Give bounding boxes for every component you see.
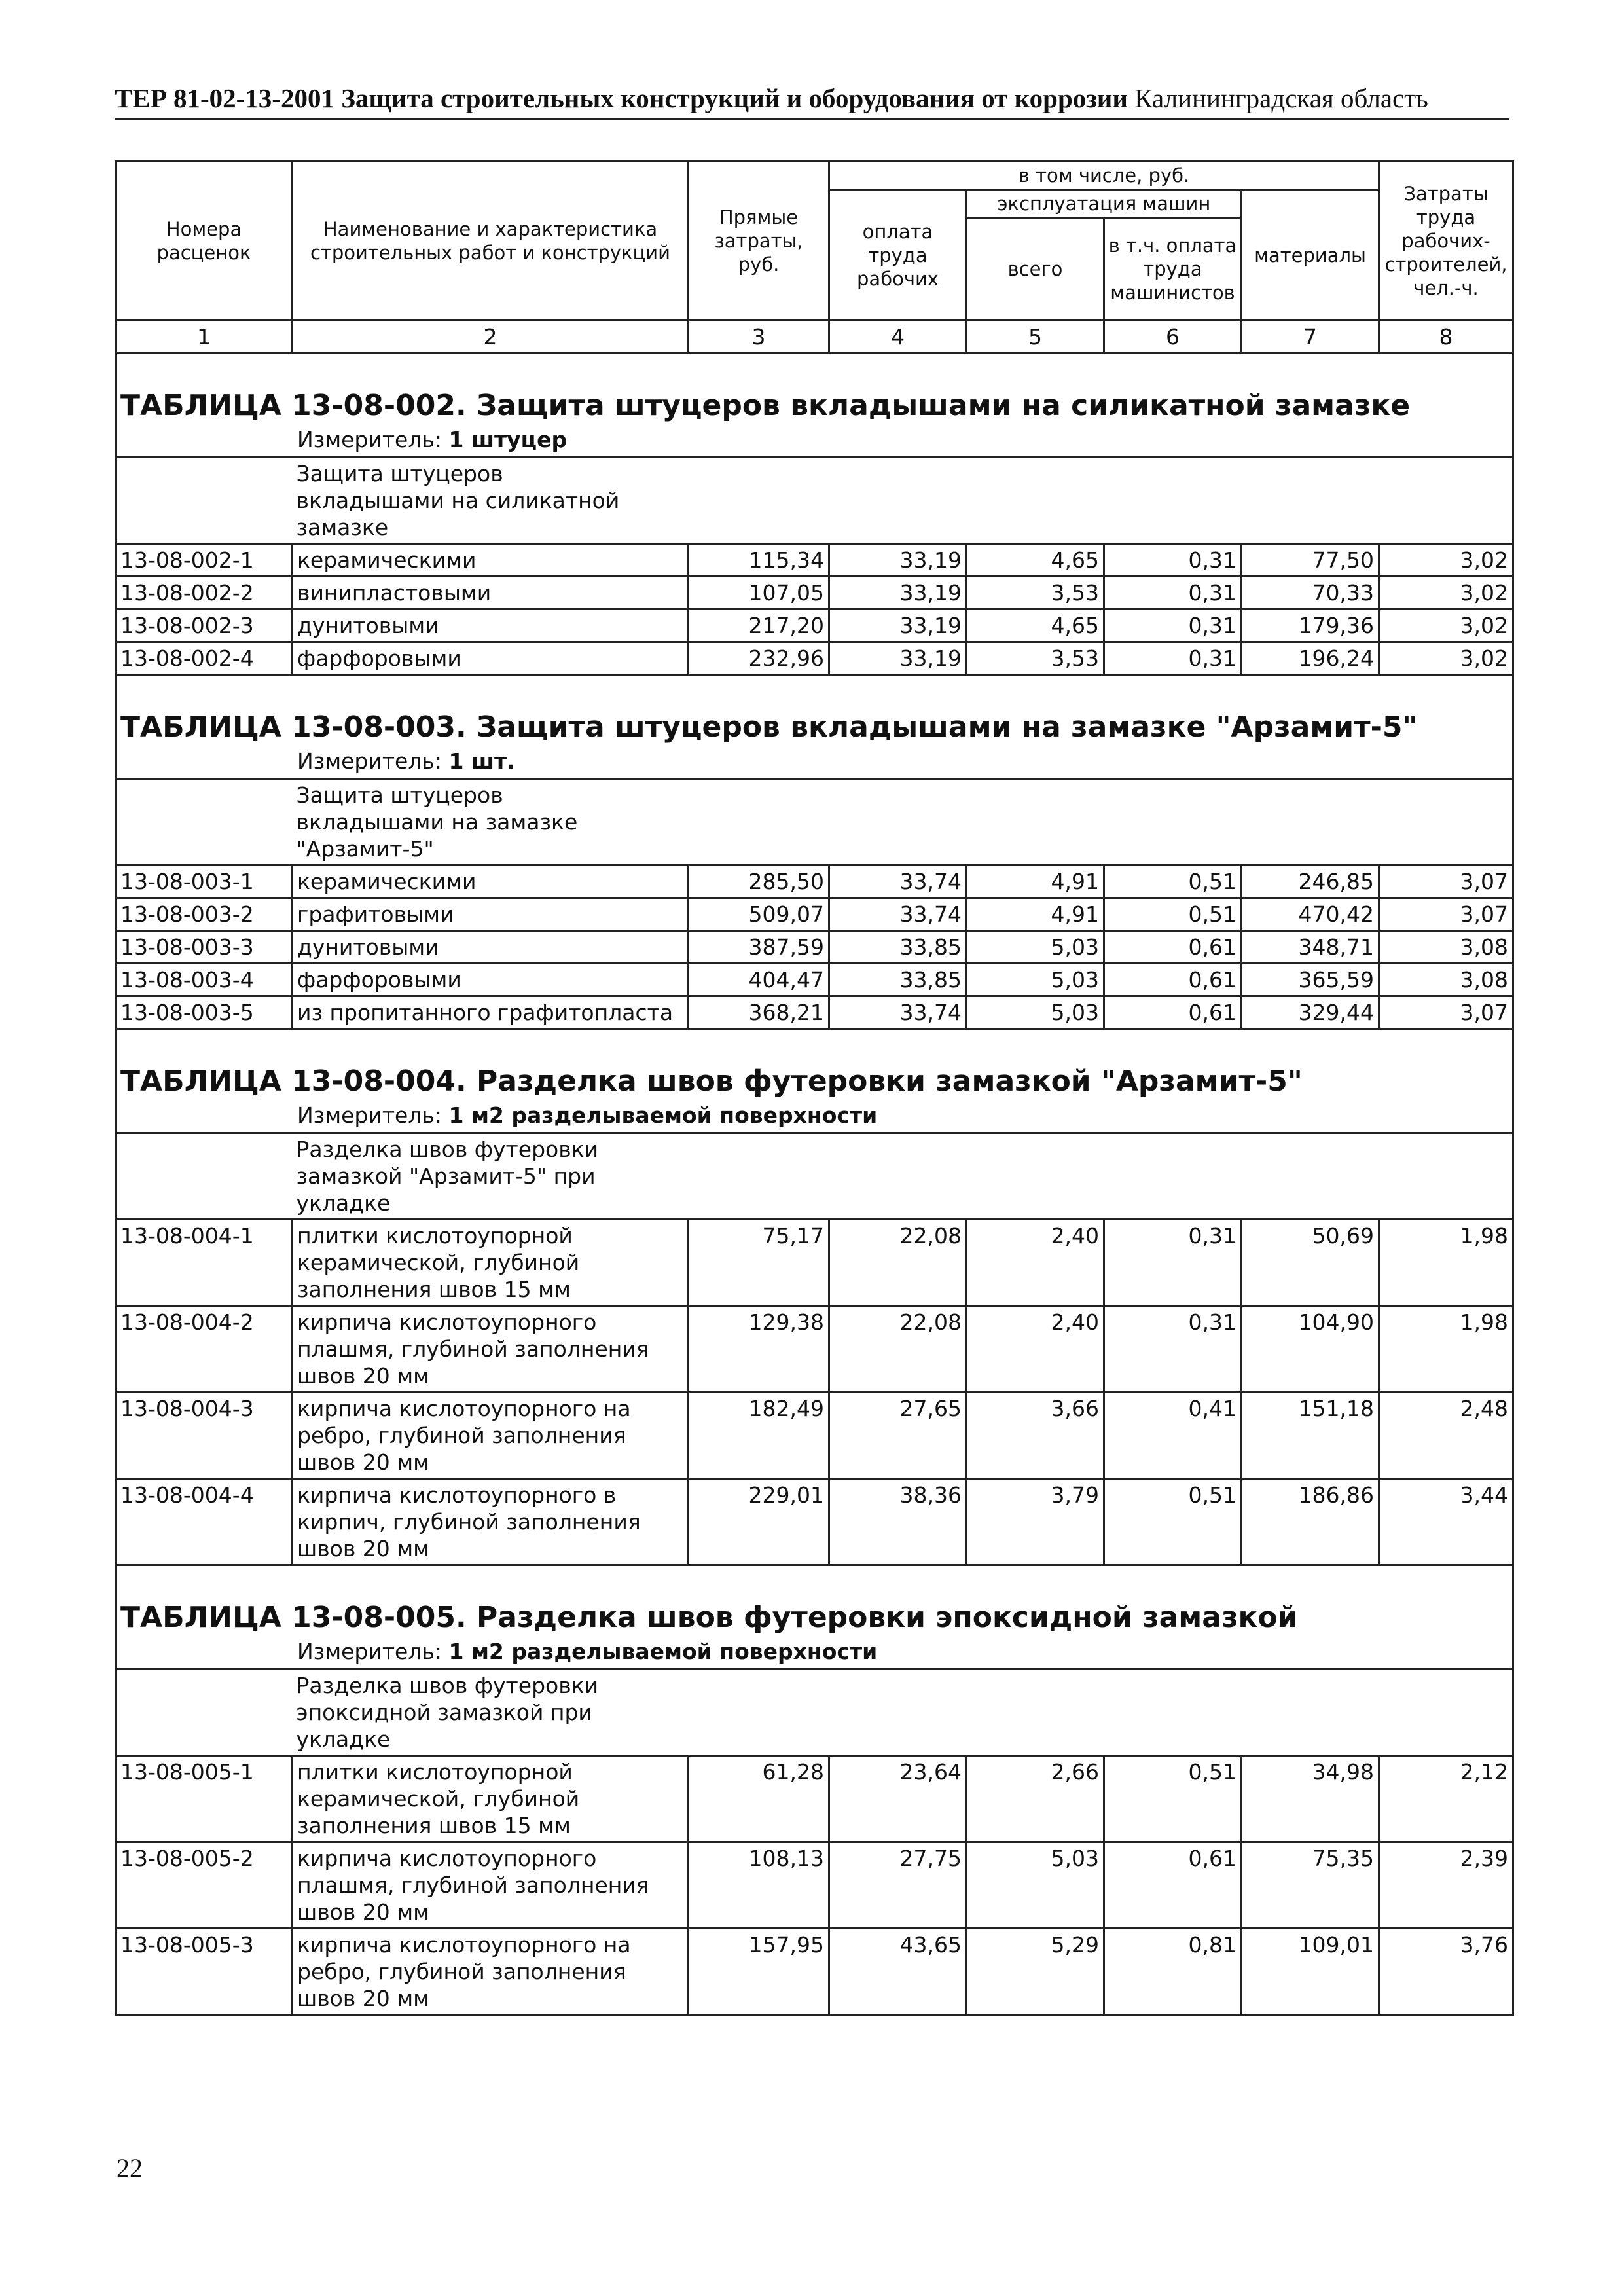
machines-total: 4,65 [967,610,1104,642]
labor-hours: 2,48 [1379,1393,1513,1479]
group-empty [116,458,293,544]
materials: 329,44 [1242,996,1379,1029]
wages: 33,74 [829,866,967,898]
col-number: 8 [1379,321,1513,354]
rate-code: 13-08-002-1 [116,544,293,577]
materials: 179,36 [1242,610,1379,642]
work-name: фарфоровыми [293,642,689,675]
col-header-codes: Номера расценок [116,162,293,321]
group-empty [116,779,293,866]
wages: 22,08 [829,1220,967,1306]
operator-wages: 0,51 [1104,866,1242,898]
work-name: из пропитанного графитопласта [293,996,689,1029]
wages: 33,85 [829,964,967,996]
measure-value: 1 штуцер [448,427,568,452]
group-row [116,1669,1513,1756]
materials: 75,35 [1242,1842,1379,1929]
rate-code: 13-08-003-5 [116,996,293,1029]
table-title: ТАБЛИЦА 13-08-002. Защита штуцеров вкладышами на силикатной замазке [120,389,1411,422]
direct-cost: 217,20 [689,610,829,642]
table-row [116,1842,1513,1929]
col-number: 6 [1104,321,1242,354]
table-title-cell [116,675,1513,779]
group-empty [116,1669,293,1756]
machines-total: 3,53 [967,642,1104,675]
table-row [116,866,1513,898]
col-number: 4 [829,321,967,354]
group-label: Разделка швов футеровки эпоксидной замазкой при укладке [293,1669,1513,1756]
labor-hours: 2,39 [1379,1842,1513,1929]
work-name: плитки кислотоупорной керамической, глубиной заполнения швов 15 мм [293,1220,689,1306]
work-name: плитки кислотоупорной керамической, глубиной заполнения швов 15 мм [293,1756,689,1842]
work-name: кирпича кислотоупорного плашмя, глубиной заполнения швов 20 мм [293,1842,689,1929]
table-row [116,544,1513,577]
group-row [116,1133,1513,1220]
group-label: Защита штуцеров вкладышами на силикатной замазке [293,458,1513,544]
operator-wages: 0,61 [1104,964,1242,996]
operator-wages: 0,41 [1104,1393,1242,1479]
operator-wages: 0,31 [1104,610,1242,642]
rate-code: 13-08-005-3 [116,1929,293,2015]
group-row [116,779,1513,866]
rate-code: 13-08-003-2 [116,898,293,931]
page-header [115,81,1509,120]
col-header-incl: в том числе, руб. [829,162,1379,190]
wages: 33,19 [829,610,967,642]
labor-hours: 3,02 [1379,610,1513,642]
labor-hours: 3,07 [1379,866,1513,898]
table-row [116,996,1513,1029]
measure-label: Измеритель: [297,748,449,774]
materials: 186,86 [1242,1479,1379,1565]
direct-cost: 75,17 [689,1220,829,1306]
machines-total: 4,91 [967,866,1104,898]
work-name: кирпича кислотоупорного на ребро, глубиной заполнения швов 20 мм [293,1393,689,1479]
col-header-total: всего [967,218,1104,321]
table-title: ТАБЛИЦА 13-08-005. Разделка швов футеровки эпоксидной замазкой [120,1601,1298,1634]
wages: 23,64 [829,1756,967,1842]
materials: 246,85 [1242,866,1379,898]
materials: 348,71 [1242,931,1379,964]
col-header-name: Наименование и характеристика строительных работ и конструкций [293,162,689,321]
col-number: 5 [967,321,1104,354]
machines-total: 5,29 [967,1929,1104,2015]
col-number: 3 [689,321,829,354]
work-name: фарфоровыми [293,964,689,996]
rate-code: 13-08-004-1 [116,1220,293,1306]
rate-code: 13-08-003-3 [116,931,293,964]
header-code: ТЕР 81-02-13-2001 [115,83,334,113]
header-row-1 [116,162,1513,190]
rate-code: 13-08-004-3 [116,1393,293,1479]
wages: 33,19 [829,577,967,610]
direct-cost: 229,01 [689,1479,829,1565]
operator-wages: 0,51 [1104,1756,1242,1842]
machines-total: 5,03 [967,996,1104,1029]
direct-cost: 387,59 [689,931,829,964]
machines-total: 4,65 [967,544,1104,577]
operator-wages: 0,31 [1104,577,1242,610]
table-row [116,642,1513,675]
direct-cost: 61,28 [689,1756,829,1842]
col-number: 7 [1242,321,1379,354]
operator-wages: 0,51 [1104,898,1242,931]
machines-total: 3,53 [967,577,1104,610]
col-number: 1 [116,321,293,354]
labor-hours: 2,12 [1379,1756,1513,1842]
col-header-operator-wages: в т.ч. оплата труда машинистов [1104,218,1242,321]
col-number: 2 [293,321,689,354]
col-header-materials: материалы [1242,190,1379,321]
rate-code: 13-08-004-4 [116,1479,293,1565]
rate-code: 13-08-005-2 [116,1842,293,1929]
labor-hours: 3,07 [1379,996,1513,1029]
col-header-labor: Затраты труда рабочих-строителей, чел.-ч. [1379,162,1513,321]
col-header-machines: эксплуатация машин [967,190,1242,218]
machines-total: 2,40 [967,1220,1104,1306]
measure-label: Измеритель: [297,1102,449,1128]
wages: 33,19 [829,544,967,577]
materials: 196,24 [1242,642,1379,675]
header-title: Защита строительных конструкций и оборудования от коррозии [341,83,1128,113]
measure-value: 1 м2 разделываемой поверхности [448,1102,878,1128]
machines-total: 5,03 [967,1842,1104,1929]
table-row [116,931,1513,964]
machines-total: 5,03 [967,931,1104,964]
operator-wages: 0,61 [1104,996,1242,1029]
operator-wages: 0,51 [1104,1479,1242,1565]
rate-code: 13-08-003-1 [116,866,293,898]
rate-code: 13-08-005-1 [116,1756,293,1842]
work-name: графитовыми [293,898,689,931]
work-name: дунитовыми [293,931,689,964]
operator-wages: 0,61 [1104,1842,1242,1929]
group-label: Защита штуцеров вкладышами на замазке "Арзамит-5" [293,779,1513,866]
direct-cost: 232,96 [689,642,829,675]
labor-hours: 3,02 [1379,577,1513,610]
labor-hours: 3,07 [1379,898,1513,931]
machines-total: 3,79 [967,1479,1104,1565]
rates-table [115,160,1514,2016]
wages: 33,85 [829,931,967,964]
rate-code: 13-08-002-3 [116,610,293,642]
materials: 365,59 [1242,964,1379,996]
materials: 34,98 [1242,1756,1379,1842]
column-numbers-row [116,321,1513,354]
rate-code: 13-08-002-4 [116,642,293,675]
table-title-cell [116,1029,1513,1133]
measure-label: Измеритель: [297,427,449,452]
table-title-row [116,1565,1513,1669]
operator-wages: 0,61 [1104,931,1242,964]
direct-cost: 129,38 [689,1306,829,1393]
materials: 77,50 [1242,544,1379,577]
table-row [116,898,1513,931]
work-name: винипластовыми [293,577,689,610]
wages: 33,19 [829,642,967,675]
labor-hours: 1,98 [1379,1306,1513,1393]
table-row [116,1756,1513,1842]
direct-cost: 509,07 [689,898,829,931]
machines-total: 3,66 [967,1393,1104,1479]
group-row [116,458,1513,544]
labor-hours: 3,08 [1379,931,1513,964]
operator-wages: 0,31 [1104,1306,1242,1393]
materials: 70,33 [1242,577,1379,610]
wages: 27,75 [829,1842,967,1929]
table-row [116,964,1513,996]
table-measure [120,1101,1508,1130]
materials: 104,90 [1242,1306,1379,1393]
wages: 33,74 [829,996,967,1029]
machines-total: 4,91 [967,898,1104,931]
table-title-row [116,1029,1513,1133]
table-measure [120,747,1508,776]
materials: 109,01 [1242,1929,1379,2015]
direct-cost: 285,50 [689,866,829,898]
labor-hours: 3,02 [1379,544,1513,577]
table-title-row [116,675,1513,779]
table-row [116,1306,1513,1393]
table-title: ТАБЛИЦА 13-08-003. Защита штуцеров вкладышами на замазке "Арзамит-5" [120,710,1418,744]
materials: 470,42 [1242,898,1379,931]
machines-total: 5,03 [967,964,1104,996]
page-number: 22 [117,2153,143,2183]
measure-value: 1 шт. [448,748,515,774]
rate-code: 13-08-002-2 [116,577,293,610]
operator-wages: 0,31 [1104,1220,1242,1306]
group-label: Разделка швов футеровки замазкой "Арзамит-5" при укладке [293,1133,1513,1220]
rate-code: 13-08-004-2 [116,1306,293,1393]
group-empty [116,1133,293,1220]
operator-wages: 0,81 [1104,1929,1242,2015]
table-title-cell [116,1565,1513,1669]
machines-total: 2,40 [967,1306,1104,1393]
table-measure [120,1637,1508,1666]
work-name: кирпича кислотоупорного на ребро, глубиной заполнения швов 20 мм [293,1929,689,2015]
table-row [116,1393,1513,1479]
labor-hours: 3,44 [1379,1479,1513,1565]
operator-wages: 0,31 [1104,642,1242,675]
work-name: кирпича кислотоупорного в кирпич, глубиной заполнения швов 20 мм [293,1479,689,1565]
table-measure [120,426,1508,454]
machines-total: 2,66 [967,1756,1104,1842]
wages: 22,08 [829,1306,967,1393]
measure-value: 1 м2 разделываемой поверхности [448,1639,878,1664]
labor-hours: 1,98 [1379,1220,1513,1306]
operator-wages: 0,31 [1104,544,1242,577]
direct-cost: 115,34 [689,544,829,577]
work-name: керамическими [293,544,689,577]
labor-hours: 3,08 [1379,964,1513,996]
table-row [116,577,1513,610]
table-title: ТАБЛИЦА 13-08-004. Разделка швов футеровки замазкой "Арзамит-5" [120,1065,1303,1098]
header-region: Калининградская область [1134,83,1428,113]
wages: 38,36 [829,1479,967,1565]
work-name: дунитовыми [293,610,689,642]
direct-cost: 182,49 [689,1393,829,1479]
work-name: кирпича кислотоупорного плашмя, глубиной заполнения швов 20 мм [293,1306,689,1393]
wages: 33,74 [829,898,967,931]
materials: 151,18 [1242,1393,1379,1479]
table-row [116,610,1513,642]
direct-cost: 404,47 [689,964,829,996]
direct-cost: 107,05 [689,577,829,610]
materials: 50,69 [1242,1220,1379,1306]
table-title-row [116,354,1513,458]
table-title-cell [116,354,1513,458]
col-header-direct: Прямые затраты, руб. [689,162,829,321]
direct-cost: 368,21 [689,996,829,1029]
col-header-wages: оплата труда рабочих [829,190,967,321]
labor-hours: 3,76 [1379,1929,1513,2015]
labor-hours: 3,02 [1379,642,1513,675]
rate-code: 13-08-003-4 [116,964,293,996]
table-row [116,1929,1513,2015]
table-row [116,1479,1513,1565]
measure-label: Измеритель: [297,1639,449,1664]
wages: 43,65 [829,1929,967,2015]
table-row [116,1220,1513,1306]
direct-cost: 108,13 [689,1842,829,1929]
wages: 27,65 [829,1393,967,1479]
direct-cost: 157,95 [689,1929,829,2015]
work-name: керамическими [293,866,689,898]
